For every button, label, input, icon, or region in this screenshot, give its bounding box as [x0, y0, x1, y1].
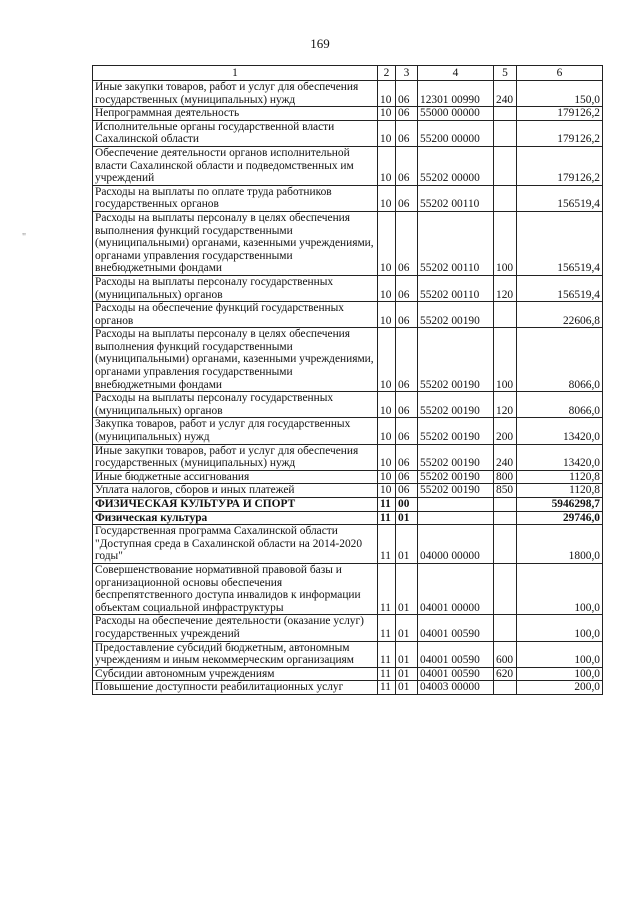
expense-name-cell: Иные закупки товаров, работ и услуг для обеспечения государственных (муниципальных) нужд: [93, 81, 378, 107]
expense-name-cell: Расходы на выплаты по оплате труда работников государственных органов: [93, 185, 378, 211]
expense-name-cell: Расходы на обеспечение функций государственных органов: [93, 302, 378, 328]
section-code-cell: 10: [378, 484, 396, 498]
section-code-cell: 11: [378, 498, 396, 512]
target-article-cell: 55202 00190: [418, 392, 494, 418]
table-row: [93, 681, 603, 695]
expense-type-cell: [494, 498, 517, 512]
amount-cell: 200,0: [517, 681, 603, 695]
expense-type-cell: [494, 511, 517, 525]
target-article-cell: 55202 00190: [418, 484, 494, 498]
section-code-cell: 10: [378, 418, 396, 444]
table-row: [93, 470, 603, 484]
table-row: [93, 418, 603, 444]
target-article-cell: [418, 498, 494, 512]
amount-cell: 179126,2: [517, 146, 603, 185]
table-row: [93, 185, 603, 211]
subsection-code-cell: 06: [396, 418, 418, 444]
expense-type-cell: [494, 302, 517, 328]
amount-cell: 150,0: [517, 81, 603, 107]
subsection-code-cell: 01: [396, 511, 418, 525]
expense-name-cell: Государственная программа Сахалинской области "Доступная среда в Сахалинской области на 2014-2020 годы": [93, 525, 378, 564]
section-code-cell: 10: [378, 185, 396, 211]
expense-type-cell: 620: [494, 667, 517, 681]
target-article-cell: 55202 00000: [418, 146, 494, 185]
section-code-cell: 10: [378, 470, 396, 484]
expense-name-cell: Субсидии автономным учреждениям: [93, 667, 378, 681]
header-col-3: 3: [396, 66, 418, 81]
amount-cell: 179126,2: [517, 120, 603, 146]
subsection-code-cell: 01: [396, 525, 418, 564]
expense-type-cell: 100: [494, 328, 517, 392]
amount-cell: 1120,8: [517, 470, 603, 484]
header-col-6: 6: [517, 66, 603, 81]
subsection-code-cell: 06: [396, 211, 418, 275]
section-code-cell: 10: [378, 81, 396, 107]
amount-cell: 13420,0: [517, 418, 603, 444]
section-code-cell: 11: [378, 667, 396, 681]
section-code-cell: 10: [378, 146, 396, 185]
expense-type-cell: 100: [494, 211, 517, 275]
header-row: [93, 66, 603, 81]
expense-type-cell: 200: [494, 418, 517, 444]
expense-type-cell: 120: [494, 392, 517, 418]
subsection-code-cell: 00: [396, 498, 418, 512]
section-code-cell: 10: [378, 444, 396, 470]
expense-name-cell: ФИЗИЧЕСКАЯ КУЛЬТУРА И СПОРТ: [93, 498, 378, 512]
subsection-code-cell: 06: [396, 392, 418, 418]
expense-name-cell: Повышение доступности реабилитационных услуг: [93, 681, 378, 695]
subsection-code-cell: 06: [396, 328, 418, 392]
amount-cell: 29746,0: [517, 511, 603, 525]
expense-name-cell: Иные бюджетные ассигнования: [93, 470, 378, 484]
amount-cell: 156519,4: [517, 185, 603, 211]
expense-type-cell: [494, 185, 517, 211]
section-code-cell: 11: [378, 563, 396, 614]
table-row: [93, 392, 603, 418]
amount-cell: 8066,0: [517, 392, 603, 418]
table-row: [93, 444, 603, 470]
table-row: [93, 81, 603, 107]
table-row: [93, 615, 603, 641]
amount-cell: 5946298,7: [517, 498, 603, 512]
expense-name-cell: Расходы на выплаты персоналу в целях обеспечения выполнения функций государственными (муниципальными) органами, казенными учреждениями, органами управления государственными внебюджетными фондами: [93, 211, 378, 275]
expense-type-cell: [494, 120, 517, 146]
budget-table: [92, 65, 603, 695]
table-row: [93, 120, 603, 146]
subsection-code-cell: 01: [396, 563, 418, 614]
subsection-code-cell: 06: [396, 107, 418, 121]
expense-type-cell: [494, 681, 517, 695]
expense-type-cell: 800: [494, 470, 517, 484]
header-col-4: 4: [418, 66, 494, 81]
subsection-code-cell: 06: [396, 444, 418, 470]
target-article-cell: 55202 00110: [418, 211, 494, 275]
subsection-code-cell: 01: [396, 681, 418, 695]
table-row: [93, 525, 603, 564]
target-article-cell: 04003 00000: [418, 681, 494, 695]
table-row: [93, 107, 603, 121]
expense-name-cell: Исполнительные органы государственной власти Сахалинской области: [93, 120, 378, 146]
header-col-5: 5: [494, 66, 517, 81]
subsection-code-cell: 06: [396, 81, 418, 107]
section-code-cell: 10: [378, 211, 396, 275]
expense-name-cell: Обеспечение деятельности органов исполнительной власти Сахалинской области и подведомственных им учреждений: [93, 146, 378, 185]
target-article-cell: 55202 00190: [418, 302, 494, 328]
table-row: [93, 641, 603, 667]
expense-name-cell: Предоставление субсидий бюджетным, автономным учреждениям и иным некоммерческим организациям: [93, 641, 378, 667]
expense-type-cell: [494, 107, 517, 121]
target-article-cell: 04001 00590: [418, 615, 494, 641]
expense-name-cell: Уплата налогов, сборов и иных платежей: [93, 484, 378, 498]
amount-cell: 100,0: [517, 667, 603, 681]
page-number: 169: [310, 36, 330, 51]
target-article-cell: 55202 00110: [418, 275, 494, 301]
section-code-cell: 10: [378, 120, 396, 146]
amount-cell: 8066,0: [517, 328, 603, 392]
target-article-cell: 55200 00000: [418, 120, 494, 146]
amount-cell: 1800,0: [517, 525, 603, 564]
table-row: [93, 211, 603, 275]
expense-name-cell: Расходы на обеспечение деятельности (оказание услуг) государственных учреждений: [93, 615, 378, 641]
expense-type-cell: 600: [494, 641, 517, 667]
table-row: [93, 498, 603, 512]
expense-name-cell: Совершенствование нормативной правовой базы и организационной основы обеспечения беспрепятственного доступа инвалидов к информации объектам социальной инфраструктуры: [93, 563, 378, 614]
header-col-1: 1: [93, 66, 378, 81]
amount-cell: 100,0: [517, 641, 603, 667]
section-code-cell: 11: [378, 525, 396, 564]
expense-name-cell: Физическая культура: [93, 511, 378, 525]
expense-type-cell: [494, 615, 517, 641]
expense-type-cell: 240: [494, 81, 517, 107]
section-code-cell: 10: [378, 392, 396, 418]
table-row: [93, 302, 603, 328]
expense-type-cell: [494, 563, 517, 614]
subsection-code-cell: 06: [396, 484, 418, 498]
table-body: [93, 81, 603, 695]
target-article-cell: 55202 00190: [418, 470, 494, 484]
expense-type-cell: [494, 525, 517, 564]
header-col-2: 2: [378, 66, 396, 81]
amount-cell: 156519,4: [517, 211, 603, 275]
expense-name-cell: Расходы на выплаты персоналу государственных (муниципальных) органов: [93, 392, 378, 418]
target-article-cell: 55202 00110: [418, 185, 494, 211]
margin-mark: ": [22, 232, 27, 243]
subsection-code-cell: 06: [396, 120, 418, 146]
amount-cell: 156519,4: [517, 275, 603, 301]
amount-cell: 22606,8: [517, 302, 603, 328]
subsection-code-cell: 06: [396, 185, 418, 211]
target-article-cell: 04001 00590: [418, 667, 494, 681]
expense-name-cell: Расходы на выплаты персоналу государственных (муниципальных) органов: [93, 275, 378, 301]
target-article-cell: 04000 00000: [418, 525, 494, 564]
table-row: [93, 146, 603, 185]
section-code-cell: 10: [378, 302, 396, 328]
amount-cell: 100,0: [517, 615, 603, 641]
subsection-code-cell: 01: [396, 615, 418, 641]
target-article-cell: 12301 00990: [418, 81, 494, 107]
subsection-code-cell: 01: [396, 641, 418, 667]
target-article-cell: 04001 00000: [418, 563, 494, 614]
section-code-cell: 11: [378, 681, 396, 695]
expense-name-cell: Иные закупки товаров, работ и услуг для обеспечения государственных (муниципальных) нужд: [93, 444, 378, 470]
expense-name-cell: Закупка товаров, работ и услуг для государственных (муниципальных) нужд: [93, 418, 378, 444]
amount-cell: 1120,8: [517, 484, 603, 498]
expense-type-cell: 120: [494, 275, 517, 301]
subsection-code-cell: 06: [396, 146, 418, 185]
subsection-code-cell: 06: [396, 275, 418, 301]
amount-cell: 13420,0: [517, 444, 603, 470]
section-code-cell: 10: [378, 275, 396, 301]
target-article-cell: 55202 00190: [418, 418, 494, 444]
subsection-code-cell: 06: [396, 470, 418, 484]
target-article-cell: 55202 00190: [418, 444, 494, 470]
subsection-code-cell: 01: [396, 667, 418, 681]
table-row: [93, 563, 603, 614]
expense-name-cell: Непрограммная деятельность: [93, 107, 378, 121]
section-code-cell: 10: [378, 328, 396, 392]
expense-name-cell: Расходы на выплаты персоналу в целях обеспечения выполнения функций государственными (муниципальными) органами, казенными учреждениями, органами управления государственными внебюджетными фондами: [93, 328, 378, 392]
target-article-cell: [418, 511, 494, 525]
subsection-code-cell: 06: [396, 302, 418, 328]
table-row: [93, 328, 603, 392]
expense-type-cell: 240: [494, 444, 517, 470]
amount-cell: 100,0: [517, 563, 603, 614]
section-code-cell: 11: [378, 615, 396, 641]
target-article-cell: 55202 00190: [418, 328, 494, 392]
expense-type-cell: 850: [494, 484, 517, 498]
table-row: [93, 667, 603, 681]
table-row: [93, 484, 603, 498]
section-code-cell: 10: [378, 107, 396, 121]
expense-type-cell: [494, 146, 517, 185]
section-code-cell: 11: [378, 511, 396, 525]
target-article-cell: 55000 00000: [418, 107, 494, 121]
table-row: [93, 275, 603, 301]
target-article-cell: 04001 00590: [418, 641, 494, 667]
section-code-cell: 11: [378, 641, 396, 667]
table-row: [93, 511, 603, 525]
amount-cell: 179126,2: [517, 107, 603, 121]
